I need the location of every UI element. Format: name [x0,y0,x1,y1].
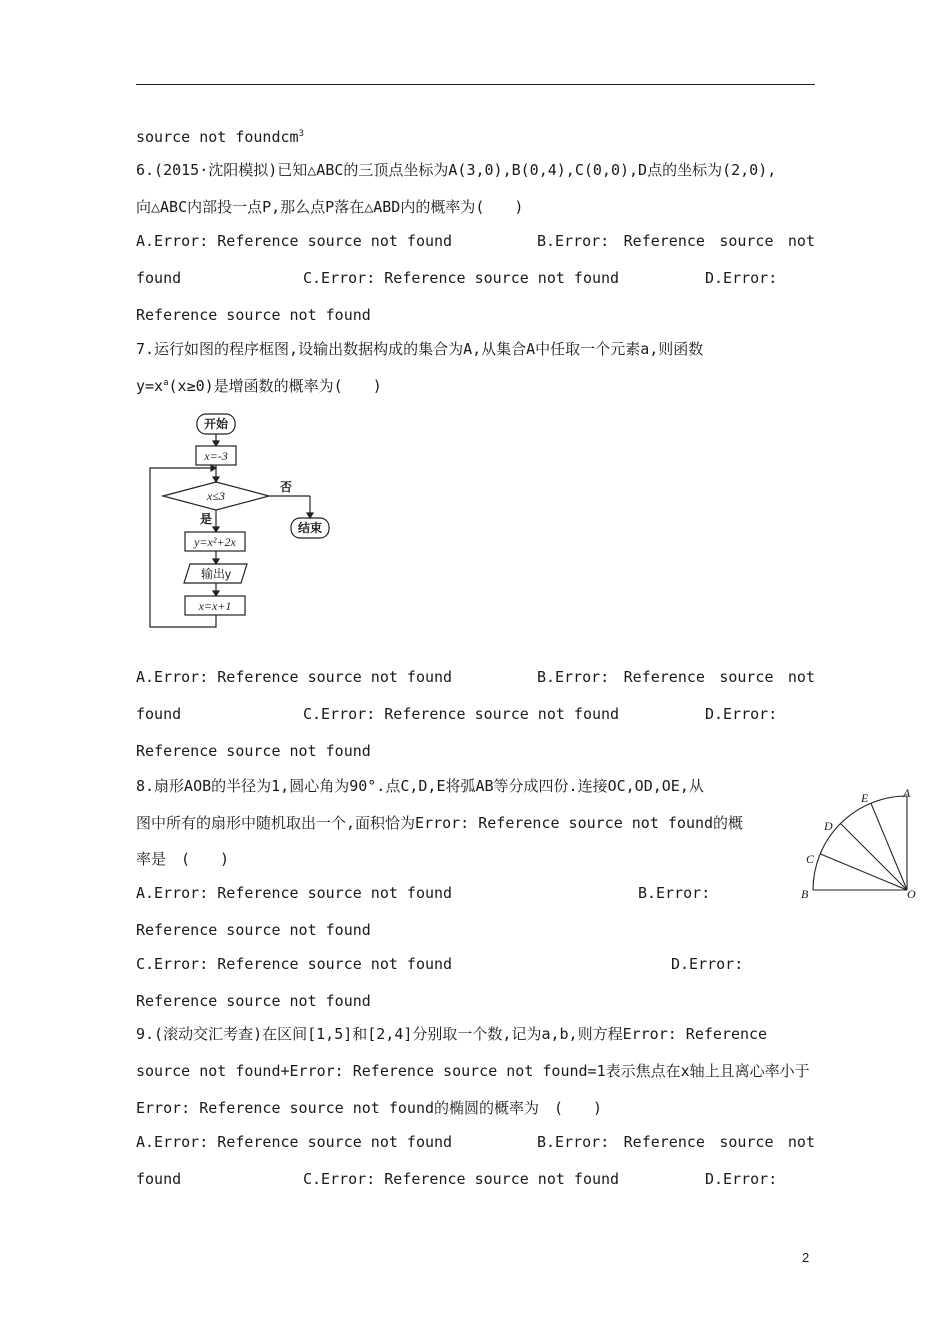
flowchart [140,405,370,637]
q7-option-a: A.Error: Reference source not found [136,668,453,686]
q9-stem-line1: 9.(滚动交汇考查)在区间[1,5]和[2,4]分别取一个数,记为a,b,则方程Error: Reference [136,1025,768,1043]
q9-stem-line2: source not found+Error: Reference source not found=1表示焦点在x轴上且离心率小于 [136,1062,810,1080]
q7-option-d: D.Error: [705,705,778,723]
page-number: 2 [802,1250,810,1265]
q8-stem-line2: 图中所有的扇形中随机取出一个,面积恰为Error: Reference source not found的概 [136,814,744,832]
radius-od [841,824,908,891]
q7-option-c: C.Error: Reference source not found [303,705,620,723]
q8-option-b-tail: Reference source not found [136,921,371,939]
q6-stem-line2: 向△ABC内部投一点P,那么点P落在△ABD内的概率为( ) [136,198,524,216]
q9-option-a: A.Error: Reference source not found [136,1133,453,1151]
header-rule [136,84,815,85]
q7-option-d-tail: Reference source not found [136,742,371,760]
flowchart-init-label: x=-3 [204,449,228,463]
q9-option-b-tail: found [136,1170,182,1188]
label-e: E [861,791,869,805]
q7-option-b: B.Error: Reference source not [537,668,815,686]
flowchart-start-label: 开始 [203,417,229,431]
q9-option-b: B.Error: Reference source not [537,1133,815,1151]
q6-option-c: C.Error: Reference source not found [303,269,620,287]
label-a: A [903,786,911,800]
flowchart-no-label: 否 [280,480,293,494]
q6-option-d: D.Error: [705,269,778,287]
q8-option-b: B.Error: [638,884,711,902]
flowchart-output-label: 输出y [200,567,232,581]
q6-stem-line1: 6.(2015·沈阳模拟)已知△ABC的三顶点坐标为A(3,0),B(0,4),C(0,0),D点的坐标为(2,0), [136,161,777,179]
q6-option-a: A.Error: Reference source not found [136,232,453,250]
q8-option-a: A.Error: Reference source not found [136,884,453,902]
top-fragment: source not foundcm$^3$ [136,128,304,146]
q7-option-b-tail: found [136,705,182,723]
label-c: C [806,852,815,866]
q8-option-d: D.Error: [671,955,744,973]
q6-option-d-tail: Reference source not found [136,306,371,324]
flowchart-calc-label: y=x²+2x [194,535,236,549]
q8-stem-line1: 8.扇形AOB的半径为1,圆心角为90°.点C,D,E将弧AB等分成四份.连接OC,OD,OE,从 [136,777,704,795]
sector-figure [795,782,925,904]
q9-option-d: D.Error: [705,1170,778,1188]
flowchart-increment-label: x=x+1 [198,599,232,613]
q7-stem-line1: 7.运行如图的程序框图,设输出数据构成的集合为A,从集合A中任取一个元素a,则函数 [136,340,704,358]
q8-stem-line3: 率是 ( ) [136,850,230,868]
q9-option-c: C.Error: Reference source not found [303,1170,620,1188]
q8-option-d-tail: Reference source not found [136,992,371,1010]
q6-option-b-tail: found [136,269,182,287]
label-d: D [824,819,833,833]
flowchart-condition-label: x≤3 [207,489,225,503]
label-b: B [801,887,809,901]
flowchart-end-label: 结束 [297,521,323,535]
flowchart-yes-label: 是 [200,512,213,526]
q9-stem-line3: Error: Reference source not found的椭圆的概率为 ( ) [136,1099,603,1117]
q6-option-b: B.Error: Reference source not [537,232,815,250]
label-o: O [907,887,916,901]
q8-option-c: C.Error: Reference source not found [136,955,453,973]
q7-stem-line2: $y=x^a(x\ge 0)$是增函数的概率为( ) [136,377,382,395]
